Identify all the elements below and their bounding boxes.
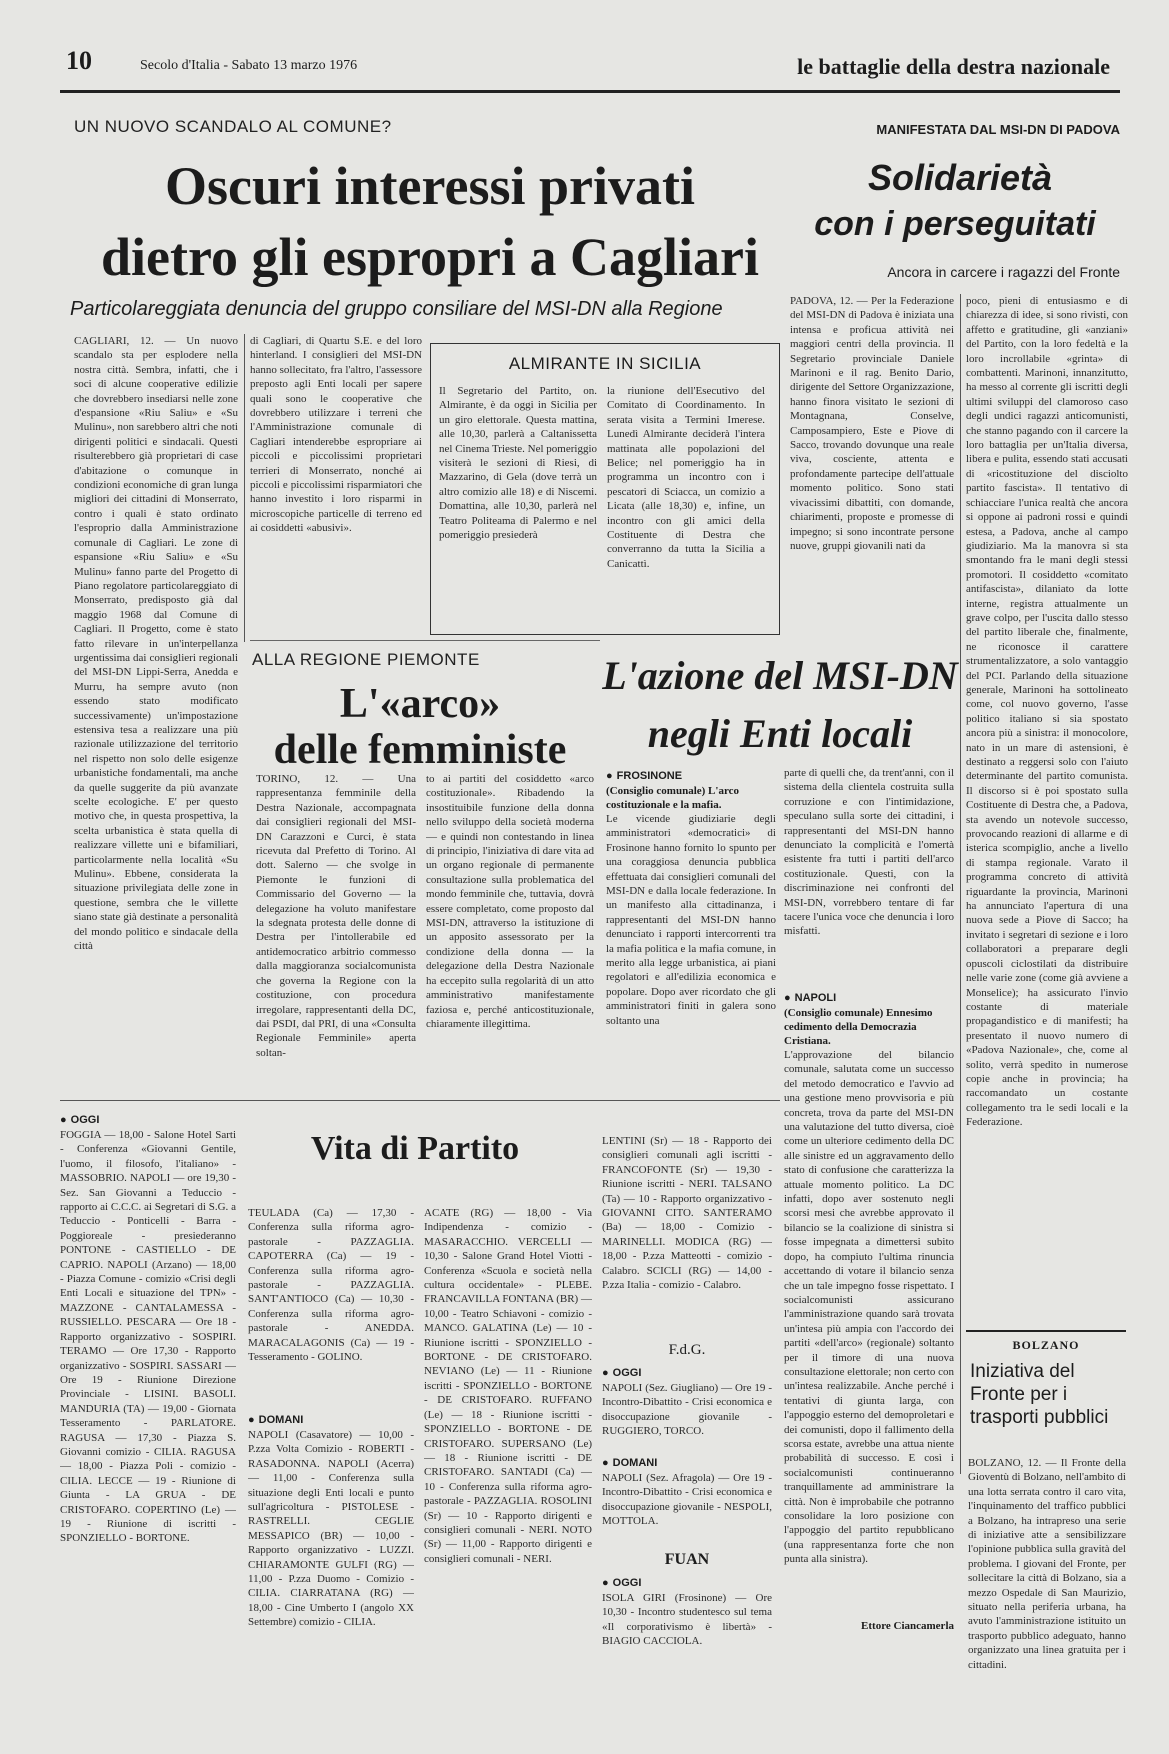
- almirante-title: ALMIRANTE IN SICILIA: [508, 354, 702, 373]
- oggi-label: OGGI: [612, 1577, 642, 1589]
- vita-col-2b: NAPOLI (Casavatore) — 10,00 - P.zza Volta Comizio - ROBERTI - RASADONNA. NAPOLI (Acerra) — 11,00 - Conferenza sulla situazione degli Enti locali e punto sull'agricoltura - PISTOLESE - RASTRELLI. CEGLIE MESSAPICO (BR) — 10,00 - Rapporto organizzativo - LUZZI. CHIARAMONTE GULFI (RG) — 11,00 - P.zza Duomo - Comizio - CILIA. CIARRATANA (RG) — 18,00 - Cine Umberto I (angolo XX Settembre) comizio - CILIA.: [248, 1429, 414, 1629]
- cagliari-col-1: CAGLIARI, 12. — Un nuovo scandalo sta per esplodere nella nostra città. Sembra, infatti, che i soci di alcune cooperative edilizie che dovrebbero insediarsi nelle zone d'espansione «Riu Saliu» e «Su Mulinu», non sarebbero altri che noti dirigenti politici e sindacali. Questi risulterebbero già proprietari di case d'abitazione o comunque in condizioni economiche di gran lunga migliori dei cittadini di Monserrato, contro i quali è stato ordinato l'esproprio dalla Amministrazione comunale di Cagliari. Le zone di espansione «Riu Saliu» e «Su Mulinu» fanno parte del Progetto di Piano regolatore particolareggiato di Monserrato, predisposto già dal maggio 1968 dal Comune di Cagliari. Il Progetto, come è stato fatto rilevare in un'interpellanza urgentissima dai consiglieri regionali del MSI-DN Lippi-Serra, Anedda e Murru, ha sempre avuto (non essendo stato modificato successivamente) un'impostazione estensiva tesa a realizzare una più razionale utilizzazione del territorio nel rispetto non solo delle esigenze urbanistiche fondamentali, ma anche da quelle suggerite da più avanzate scelte ecologiche. E' per questo motivo che, in questa prospettiva, la scelta urbanistica è stata quella di realizzare villette uni e bifamiliari, particolarmente nella località «Su Mulinu». Ebbene, considerata la situazione privilegiata delle zone in questione, sembra che le villette siano state già destinate a personalità del mondo politico e sindacale della città: [74, 335, 238, 953]
- vita-col-3: ACATE (RG) — 18,00 - Via Indipendenza - comizio - MASARACCHIO. VERCELLI — 10,30 - Salone Grand Hotel Viotti - Conferenza «Scuola e società nella cultura occidentale» - PLEBE. FRANCAVILLA FONTANA (BR) — 10,00 - Teatro Schiavoni - comizio - MANCO. GALATINA (Le) — 10 - Riunione iscritti - SPONZIELLO - BORTONE - DE CRISTOFARO. NEVIANO (Le) — 11 - Riunione iscritti - SPONZIELLO - BORTONE - DE CRISTOFARO. RUFFANO (Le) — 18 - Riunione iscritti - SPONZIELLO - BORTONE - DE CRISTOFARO. SUPERSANO (Le) — 18 - Riunione iscritti - DE CRISTOFARO. SANTADI (Ca) — 10 - Conferenza sulla riforma agro-pastorale - PAZZAGLIA. ROSOLINI (Sr) — 10 - Rapporto dirigenti e consiglieri comunali - NERI. NOTO (Sr) — 11,00 - Rapporto dirigenti e consiglieri comunali - NERI.: [424, 1207, 592, 1565]
- almirante-col-1: Il Segretario del Partito, on. Almirante, è da oggi in Sicilia per un giro elettorale. Questa mattina, alle 10,30, parlerà a Caltanissetta nel Cinema Trieste. Nel pomeriggio visiterà le sezioni di Riesi, di Mazzarino, di Gela (dove terrà un altro comizio alle 18) e di Niscemi. Domattina, alle 10,30, parlerà nel Teatro Politeama di Palermo e nel pomeriggio presiederà: [439, 385, 597, 542]
- padova-col-2: poco, pieni di entusiasmo e di chiarezza di idee, si sono rivisti, con affetto e gratitudine, gli «anziani» del Partito, con la loro fedeltà e la loro incrollabile «grinta» di combattenti. Marinoni, innanzitutto, ha messo al corrente gli iscritti degli ultimi sviluppi del clamoroso caso degli undici ragazzi anticomunisti, che stanno pagando con il carcere la loro battaglia per un'Italia diversa, libera e pulita, essendo stati accusati di «ricostituzione del disciolto partito fascista». Il tentativo di schiacciare l'unica realtà che ancora si oppone ai padroni rossi e quindi estesa, a Padova, anche al campo giudiziario. Ma la manovra si sta smontando fra le mani degli stessi promotori. Il cosiddetto «comitato antifascista», dilaniato da lotte interne, registra attualmente un grave colpo, per l'uscita dallo stesso del partito liberale che, finalmente, ne riconosce il carattere strumentalizzatore, a solo vantaggio del PCI. Parlando della situazione generale, Marinoni ha sottolineato come, col nuovo governo, l'asse politico italiano si sia spostato ancora più a sinistra: il monocolore, nato in un mare di astensioni, è destinato a reggersi solo con l'aiuto determinante del partito comunista. Il discorso si è poi spostato sulla Costituente di Destra che, a Padova, sta avendo un notevole successo, provocando reazioni di allarme e di isterica scompiglio, anche a livello di stampa regionale. Varato il programma concreto di attività riguardante la provincia, Marinoni ha annunciato l'apertura di una nuova sede a Piove di Sacco; ha invitato i segretari di sezione e i loro collaboratori a preparare degli opuscoli ciclostilati da distribuire nelle varie zone (come già avviene a Monselice); ha assicurato l'invio costante di materiale propagandistico e di manifesti; ha presentato il nuovo numero di «Padova Nazionale», che, come al solito, verrà spedito in numerose copie anche in provincia; ha raccomandato un costante collegamento tra le sedi locali e la Federazione.: [966, 295, 1128, 1129]
- bullet-icon: ●: [602, 1367, 609, 1379]
- vita-col-4: [602, 1134, 772, 1734]
- bullet-icon: ●: [784, 992, 791, 1004]
- napoli-label: (Consiglio comunale) Ennesimo cedimento della Democrazia Cristiana.: [784, 1007, 933, 1047]
- frosinone-label: (Consiglio comunale) L'arco costituzionale e la mafia.: [606, 785, 740, 811]
- piemonte-kicker: ALLA REGIONE PIEMONTE: [252, 650, 480, 669]
- cagliari-headline-2: dietro gli espropri a Cagliari: [101, 227, 759, 287]
- signature: Ettore Ciancamerla: [861, 1620, 954, 1632]
- cagliari-kicker: UN NUOVO SCANDALO AL COMUNE?: [74, 117, 392, 136]
- bullet-icon: ●: [602, 1457, 609, 1469]
- vita-col-4a: LENTINI (Sr) — 18 - Rapporto dei consiglieri comunali agli iscritti - FRANCOFONTE (Sr) — 19,30 - Riunione iscritti - NERI. TALSANO (Ta) — 10 - Rapporto organizzativo - GIOVANNI CITO. SANTERAMO (Ba) — 18,00 - Comizio - MARINELLI. MODICA (RG) — 18,00 - P.zza Matteotti - comizio - Calabro. SCICLI (RG) — 14,00 - P.zza Italia - comizio - Calabro.: [602, 1135, 772, 1292]
- vita-col-4c: NAPOLI (Sez. Afragola) — Ore 19 - Incontro-Dibattito - Crisi economica e disoccupazione giovanile - NESPOLI, MOTTOLA.: [602, 1472, 772, 1528]
- frosinone-body: Le vicende giudiziarie degli amministratori «democratici» di Frosinone hanno fornito lo spunto per una coraggiosa denuncia pubblica effettuata dai consiglieri comunali del MSI-DN e dalla locale federazione. In un manifesto alla cittadinanza, i rappresentanti del MSI-DN hanno denunciato i rapporti intercorrenti tra la mafia politica e la mafia comune, in merito alla legge urbanistica, ai piani regolatori e all'edilizia economica e popolare. Dopo aver ricordato che gli amministratori finiti in galera sono soltanto una: [606, 813, 776, 1027]
- domani-label: DOMANI: [612, 1457, 658, 1469]
- cagliari-subhead: Particolareggiata denuncia del gruppo consiliare del MSI-DN alla Regione: [70, 298, 723, 320]
- column-divider: [960, 294, 961, 1474]
- cagliari-headline-1: Oscuri interessi privati: [165, 156, 695, 216]
- napoli-heading: [784, 988, 954, 1006]
- piemonte-rule: [250, 640, 600, 641]
- padova-headline-2: con i perseguitati: [814, 205, 1096, 243]
- vita-col-1: [60, 1110, 236, 1740]
- msidn-headline-2: negli Enti locali: [647, 711, 913, 756]
- vita-col-4b: NAPOLI (Sez. Giugliano) — Ore 19 - Incontro-Dibattito - Crisi economica e disoccupazione giovanile - RUGGIERO, TORCO.: [602, 1382, 772, 1438]
- bolzano-rule: [966, 1330, 1126, 1332]
- masthead-rule: [60, 90, 1120, 93]
- fuan-title: FUAN: [664, 1551, 710, 1568]
- section-title: le battaglie della destra nazionale: [797, 54, 1110, 79]
- padova-col-1: PADOVA, 12. — Per la Federazione del MSI-DN di Padova è iniziata una intensa e proficua attività nei maggiori centri della provincia. Il Segretario provinciale Daniele Marinoni e il rag. Benito Dario, dirigente del Settore Organizzazione, hanno finora visitato le sezioni di Montagnana, Conselve, Camposampiero, Este e Piove di Sacco, trovando dovunque una reale viva, cosciente, attenta e profondamente partecipe dell'attuale momento politico. Sono stati vivacissimi dibattiti, con domande, chiarimenti, proposte e promesse di impegno; si sono incontrate persone nuove, gruppi giovanili nati da: [790, 295, 954, 552]
- vita-title: Vita di Partito: [310, 1130, 520, 1167]
- frosinone-place: FROSINONE: [616, 770, 683, 782]
- vita-col-2a: TEULADA (Ca) — 17,30 - Conferenza sulla riforma agro-pastorale - PAZZAGLIA. CAPOTERRA (Ca) — 19 - Conferenza sulla riforma agro-pastorale - PAZZAGLIA. SANT'ANTIOCO (Ca) — 10,30 - Conferenza sulla riforma agro-pastorale - ANEDDA. MARACALAGONIS (Ca) — 19 - Tesseramento - GOLINO.: [248, 1207, 414, 1364]
- msidn-col-2b: L'approvazione del bilancio comunale, salutata come un successo del metodo democratico e l'avvio ad una gestione meno provvisoria e più concreta, trova da parte del MSI-DN una valutazione del tutto diversa, cioè come un ulteriore cedimento della DC alle sinistre ed un aggravamento dello stato di confusione che caratterizza la attuale momento politico. La DC infatti, dopo aver sostenuto negli scorsi mesi che avrebbe approvato il bilancio se la coalizione di sinistra si fosse impegnata a dimettersi subito dopo, ha compiuto l'ultima rinuncia accettando di votare il bilancio senza che un tale impegno fosse rispettato. I socialcomunisti assicurano l'amministrazione quando sarà trovata un'intesa più ampia con l'accordo dei partiti «dell'arco» (regionale) soltanto per il timore di una nuova consultazione elettorale; non certo con un'intesa realizzabile. Anche perché i tentativi di giunta larga, con l'appoggio esterno del demoproletari e dei comunisti, dopo il fallimento della scorsa estate, avrebbe una attua niente probabilità di successo. E così i socialcomunisti continueranno tranquillamente ad amministrare la città. Non è improbabile che potranno consolidare la loro posizione con l'appoggio del partito repubblicano (una rappresentanza forte che non punta alla sinistra).: [784, 1049, 954, 1566]
- paper-date: Secolo d'Italia - Sabato 13 marzo 1976: [140, 58, 358, 73]
- page-number: 10: [66, 46, 92, 75]
- msidn-col-2a: parte di quelli che, da trent'anni, con il sistema della clientela costruita sulla corruzione e con l'intimidazione, speculano sulla sorte dei cittadini, i rappresentanti del MSI-DN hanno denunciato la complicità e l'omertà esistente fra tutti i partiti dell'arco costituzionale. Questi, con la discriminazione nei confronti del MSI-DN, vorrebbero tentare di far tacere l'unica voce che denuncia i loro misfatti.: [784, 767, 954, 938]
- msidn-headline-1: L'azione del MSI-DN: [602, 653, 958, 698]
- piemonte-headline-2: delle femministe: [273, 727, 567, 773]
- column-divider: [244, 334, 245, 642]
- vita-col-1-body: FOGGIA — 18,00 - Salone Hotel Sarti - Conferenza «Giovanni Gentile, l'uomo, il filosofo, l'italiano» - MASSOBRIO. NAPOLI — ore 19,30 - Sez. San Giovanni a Teduccio - rapporto ai C.C.C. ai Segretari di S.G. a Teduccio - Ponticelli - Barra - Poggioreale - presiederanno PONTONE - CASTIELLO - DE CAPRIO. NAPOLI (Arzano) — 18,00 - Piazza Comune - comizio «Crisi degli Enti Locali e situazione del TPN» - MAZZONE - CANTALAMESSA - RUSSIELLO. PESCARA — Ore 18 - Rapporto organizzativo - SOSPIRI. TERAMO — Ore 17,30 - Rapporto organizzativo - SOSPIRI. SASSARI — Ore 19 - Riunione Direzione Provinciale - LISINI. BASOLI. MANDURIA (TA) — 19,00 - Giornata Tesseramento - PARLATORE. RAGUSA — 17,30 - Piazza S. Giovanni comizio - CILIA. RAGUSA — 18,00 - Piazza Poli - comizio - CILIA. LECCE — 19 - Riunione di Giunta - LA GRUA - DE CRISTOFARO. COPERTINO (Le) — 19 - Riunione di iscritti - SPONZIELLO - BORTONE.: [60, 1129, 236, 1545]
- vita-col-2: [248, 1206, 414, 1736]
- piemonte-col-2: to ai partiti del cosiddetto «arco costituzionale». Ribadendo la insostituibile funzione della donna nello sviluppo della società moderna — e quindi non contestando in linea di principio, l'iniziativa di dare vita ad un organo regionale di permanente consultazione sulla problematica del mondo femminile che, tuttavia, dovrà essere completato, come proposto dal MSI-DN, attraverso la istituzione di un apposito assessorato per la condizione della donna — la delegazione della Destra Nazionale ha eccepito sulla regolarità di un atto amministrativo manifestamente faziosa e, perché anticostituzionale, chiaramente illegittima.: [426, 773, 594, 1030]
- vita-rule: [60, 1100, 780, 1101]
- piemonte-headline-1: L'«arco»: [339, 681, 501, 727]
- fdg-title: F.d.G.: [668, 1342, 706, 1358]
- domani-label: DOMANI: [258, 1414, 304, 1426]
- almirante-col-2: la riunione dell'Esecutivo del Comitato di Coordinamento. In serata visita a Termini Imerese. Lunedì Almirante deciderà l'intera mattinata alle popolazioni del Belice; nel pomeriggio ha in programma un incontro con i pescatori di Sciacca, un comizio a Licata (alle 18,30) e, infine, un incontro con gli amici della Costituente di Destra che converranno da tutta la Sicilia a Canicattì.: [607, 385, 765, 570]
- napoli-place: NAPOLI: [794, 992, 837, 1004]
- almirante-box: [430, 343, 780, 635]
- piemonte-col-1: TORINO, 12. — Una rappresentanza femminile della Destra Nazionale, accompagnata dai consiglieri regionali del MSI-DN Carazzoni e Curci, è stata ricevuta dal Prefetto di Torino. Al dott. Salerno — che svolge in Piemonte le funzioni di Commissario del Governo — la delegazione ha voluto manifestare la sdegnata protesta delle donne di Destra per l'intollerabile ed antidemocratico arbitrio commesso dalla maggioranza socialcomunista che governa la Regione con la costituzione, con procedura irregolare, rappresentanti della DC, dai PSDI, dal PRI, di una «Consulta Regionale Femminile» aperta soltan-: [256, 773, 416, 1059]
- vita-col-4d: ISOLA GIRI (Frosinone) — Ore 10,30 - Incontro studentesco sul tema «Il corporativismo è libertà» - BIAGIO CACCIOLA.: [602, 1592, 772, 1648]
- bolzano-headline: Iniziativa del Fronte per i trasporti pubblici: [970, 1361, 1109, 1428]
- bullet-icon: ●: [248, 1414, 255, 1426]
- oggi-label: OGGI: [612, 1367, 642, 1379]
- bullet-icon: ●: [602, 1577, 609, 1589]
- msidn-col-2: [784, 766, 954, 1636]
- cagliari-col-2: di Cagliari, di Quartu S.E. e del loro hinterland. I consiglieri del MSI-DN hanno sollecitato, fra l'altro, l'assessore preposto agli Enti locali per sapere quali sono le cooperative che dovrebbero utilizzare i terreni che l'Amministrazione comunale di Cagliari intenderebbe espropriare ai piccoli e piccolissimi proprietari terrieri di Monserrato, nonché ai piccoli e piccolissimi risparmiatori che hanno investito i loro risparmi in microscopiche particelle di terreno ed ai cosiddetti «abusivi».: [250, 335, 422, 535]
- bullet-icon: ●: [60, 1114, 67, 1126]
- bullet-icon: ●: [606, 770, 613, 782]
- padova-kicker: MANIFESTATA DAL MSI-DN DI PADOVA: [876, 122, 1120, 137]
- padova-subhead: Ancora in carcere i ragazzi del Fronte: [887, 264, 1120, 280]
- padova-headline-1: Solidarietà: [867, 157, 1053, 198]
- frosinone-heading: [606, 766, 776, 784]
- bolzano-place: BOLZANO: [1012, 1338, 1080, 1352]
- msidn-col-1: [606, 766, 776, 1096]
- oggi-label: OGGI: [70, 1114, 100, 1126]
- bolzano-body: BOLZANO, 12. — Il Fronte della Gioventù di Bolzano, nell'ambito di una lotta serrata contro il caro vita, l'inquinamento del traffico pubblici a Bolzano, ha intrapreso una serie di iniziative atte a sensibilizzare l'opinione pubblica sulla gravità del problema. I giovani del Fronte, per sollecitare la città di Bolzano, sia a mezzo Ospedale di San Maurizio, situato nella periferia urbana, ha avuto l'amministrazione istituito un trasporto pubblico adeguato, hanno organizzato una linea gratuita per i cittadini.: [968, 1457, 1126, 1671]
